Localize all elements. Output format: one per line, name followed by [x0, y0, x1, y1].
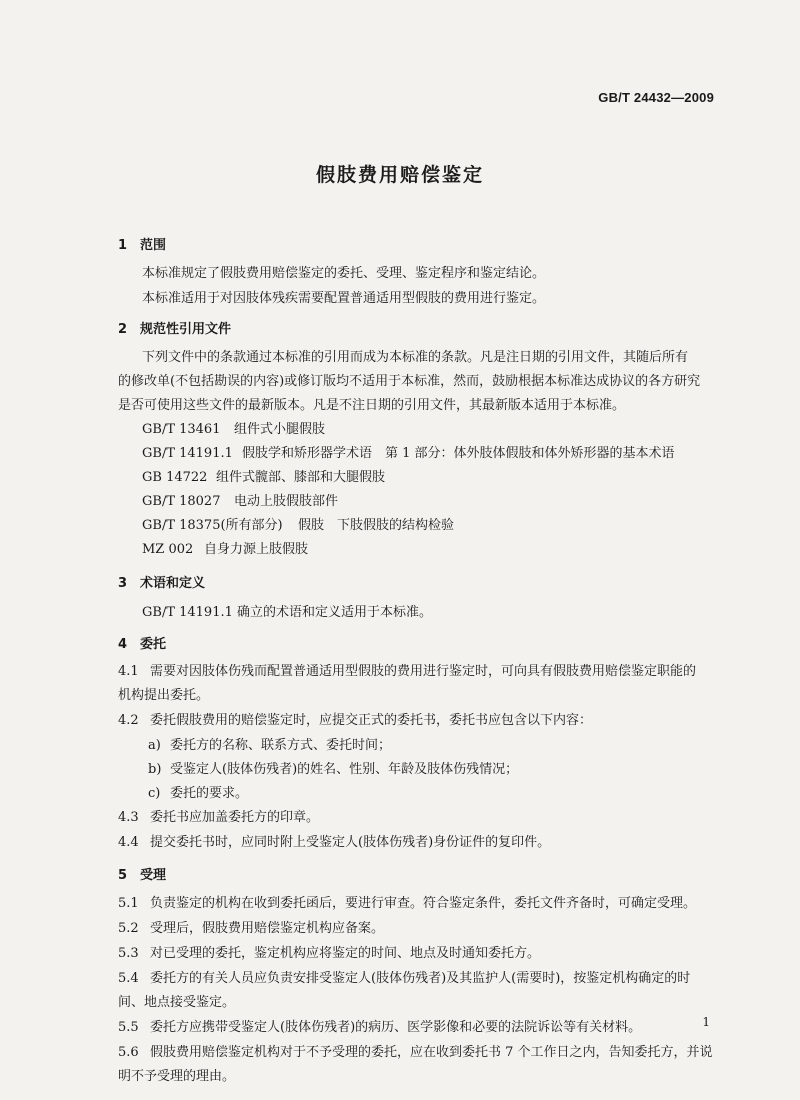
clause-4-3 — [118, 806, 319, 825]
clause-4-2 — [118, 709, 592, 728]
section-title: 规范性引用文件 — [140, 322, 232, 337]
clause-4-4 — [118, 831, 550, 850]
section-3-heading — [118, 572, 205, 591]
clause-number: 5.3 — [118, 946, 139, 961]
section-title: 术语和定义 — [140, 576, 206, 591]
section-number: 2 — [118, 322, 128, 337]
clause-5-2 — [118, 917, 384, 936]
list-item — [148, 782, 248, 801]
paragraph: 本标准适用于对因肢体残疾需要配置普通适用型假肢的费用进行鉴定。 — [142, 291, 546, 306]
clause-5-6 — [118, 1041, 713, 1060]
reference-code: GB 14722 — [142, 470, 208, 485]
section-1-heading — [118, 234, 166, 253]
section-number: 5 — [118, 868, 128, 883]
clause-text: 委托方的有关人员应负责安排受鉴定人(肢体伤残者)及其监护人(需要时)，按鉴定机构确定的时 — [150, 971, 691, 986]
clause-text: 负责鉴定的机构在收到委托函后，要进行审查。符合鉴定条件，委托文件齐备时，可确定受理。 — [150, 896, 697, 911]
clause-text: 对已受理的委托，鉴定机构应将鉴定的时间、地点及时通知委托方。 — [150, 946, 541, 961]
normative-reference — [142, 514, 454, 533]
list-text: 委托方的名称、联系方式、委托时间； — [170, 738, 392, 753]
reference-name: 组件式小腿假肢 — [234, 422, 326, 437]
list-marker: a) — [148, 738, 161, 753]
standard-number: GB/T 24432—2009 — [598, 90, 714, 105]
paragraph-line: 下列文件中的条款通过本标准的引用而成为本标准的条款。凡是注日期的引用文件，其随后所有 — [142, 350, 689, 365]
clause-continuation: 机构提出委托。 — [118, 688, 210, 703]
paragraph-line: 是否可使用这些文件的最新版本。凡是不注日期的引用文件，其最新版本适用于本标准。 — [118, 398, 626, 413]
clause-number: 4.2 — [118, 713, 139, 728]
clause-5-3 — [118, 942, 540, 961]
normative-reference — [142, 442, 675, 461]
section-number: 4 — [118, 637, 128, 652]
clause-5-1 — [118, 892, 696, 911]
section-2-heading — [118, 318, 231, 337]
list-text: 受鉴定人(肢体伤残者)的姓名、性别、年龄及肢体伤残情况； — [170, 762, 519, 777]
reference-name: 自身力源上肢假肢 — [204, 542, 309, 557]
normative-reference — [142, 490, 338, 509]
clause-number: 5.5 — [118, 1020, 139, 1035]
reference-name: 组件式髋部、膝部和大腿假肢 — [216, 470, 386, 485]
page-number: 1 — [702, 1015, 710, 1029]
reference-code: GB/T 13461 — [142, 422, 221, 437]
normative-reference — [142, 538, 308, 557]
paragraph: 本标准规定了假肢费用赔偿鉴定的委托、受理、鉴定程序和鉴定结论。 — [142, 266, 546, 281]
clause-number: 5.2 — [118, 921, 139, 936]
list-text: 委托的要求。 — [170, 786, 249, 801]
clause-text: 委托书应加盖委托方的印章。 — [150, 810, 320, 825]
clause-4-1 — [118, 660, 696, 679]
reference-name: 假肢学和矫形器学术语 第 1 部分：体外肢体假肢和体外矫形器的基本术语 — [242, 446, 675, 461]
clause-text: 假肢费用赔偿鉴定机构对于不予受理的委托，应在收到委托书 7 个工作日之内，告知委托方，并说 — [150, 1045, 713, 1060]
clause-number: 4.1 — [118, 664, 139, 679]
reference-code: GB/T 18375(所有部分) — [142, 518, 283, 533]
reference-code: GB/T 18027 — [142, 494, 221, 509]
clause-text: 提交委托书时，应同时附上受鉴定人(肢体伤残者)身份证件的复印件。 — [150, 835, 551, 850]
list-marker: c) — [148, 786, 161, 801]
section-4-heading — [118, 633, 166, 652]
clause-number: 5.6 — [118, 1045, 139, 1060]
clause-number: 5.1 — [118, 896, 139, 911]
list-item — [148, 734, 391, 753]
clause-text: 受理后，假肢费用赔偿鉴定机构应备案。 — [150, 921, 385, 936]
clause-text: 委托假肢费用的赔偿鉴定时，应提交正式的委托书，委托书应包含以下内容： — [150, 713, 593, 728]
reference-code: MZ 002 — [142, 542, 194, 557]
reference-code: GB/T 14191.1 — [142, 446, 233, 461]
clause-5-4 — [118, 967, 690, 986]
section-number: 3 — [118, 576, 128, 591]
normative-reference — [142, 418, 325, 437]
clause-continuation: 间、地点接受鉴定。 — [118, 995, 236, 1010]
reference-name: 电动上肢假肢部件 — [234, 494, 339, 509]
section-title: 范围 — [140, 238, 167, 253]
clause-text: 委托方应携带受鉴定人(肢体伤残者)的病历、医学影像和必要的法院诉讼等有关材料。 — [150, 1020, 642, 1035]
clause-continuation: 明不予受理的理由。 — [118, 1069, 236, 1084]
list-item — [148, 758, 518, 777]
section-number: 1 — [118, 238, 128, 253]
section-title: 委托 — [140, 637, 167, 652]
paragraph-line: 的修改单(不包括勘误的内容)或修订版均不适用于本标准，然而，鼓励根据本标准达成协议的各方研究 — [118, 374, 701, 389]
document-title: 假肢费用赔偿鉴定 — [315, 164, 484, 186]
clause-number: 4.3 — [118, 810, 139, 825]
paragraph: GB/T 14191.1 确立的术语和定义适用于本标准。 — [142, 605, 433, 620]
normative-reference — [142, 466, 385, 485]
list-marker: b) — [148, 762, 162, 777]
clause-number: 5.4 — [118, 971, 139, 986]
section-5-heading — [118, 864, 166, 883]
clause-5-5 — [118, 1016, 641, 1035]
section-title: 受理 — [140, 868, 167, 883]
reference-name: 假肢 下肢假肢的结构检验 — [298, 518, 455, 533]
clause-number: 4.4 — [118, 835, 139, 850]
clause-text: 需要对因肢体伤残而配置普通适用型假肢的费用进行鉴定时，可向具有假肢费用赔偿鉴定职能的 — [150, 664, 697, 679]
